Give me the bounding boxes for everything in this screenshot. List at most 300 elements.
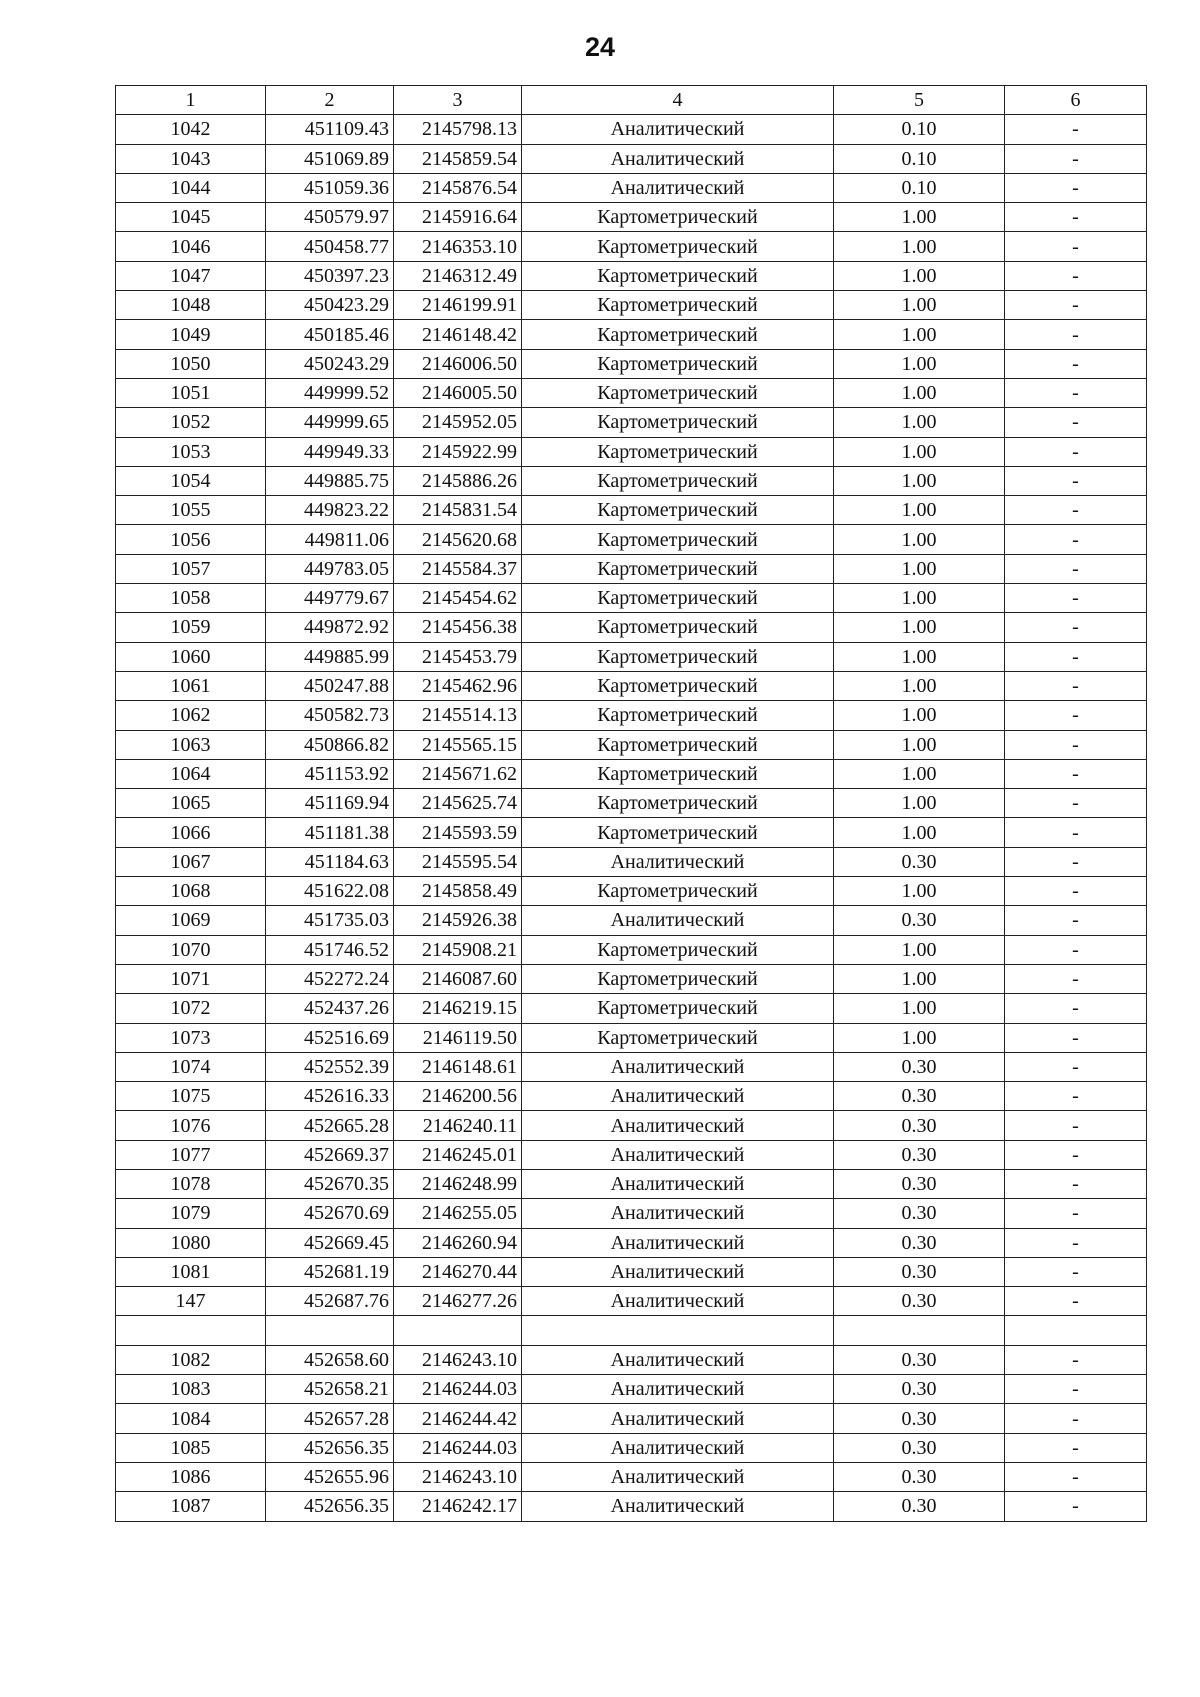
note-cell: - [1005, 642, 1147, 671]
method-cell: Аналитический [522, 1433, 834, 1462]
table-row [116, 584, 1147, 613]
note-cell: - [1005, 935, 1147, 964]
y-coordinate-cell: 2145593.59 [394, 818, 522, 847]
method-cell: Картометрический [522, 437, 834, 466]
accuracy-cell: 1.00 [834, 496, 1005, 525]
method-cell: Картометрический [522, 759, 834, 788]
x-coordinate-cell: 450582.73 [266, 701, 394, 730]
table-row [116, 144, 1147, 173]
note-cell: - [1005, 1462, 1147, 1491]
point-number-cell: 1080 [116, 1228, 266, 1257]
point-number-cell: 1079 [116, 1199, 266, 1228]
table-row [116, 554, 1147, 583]
accuracy-cell: 1.00 [834, 671, 1005, 700]
table-row [116, 818, 1147, 847]
point-number-cell: 1046 [116, 232, 266, 261]
y-coordinate-cell: 2145886.26 [394, 466, 522, 495]
y-coordinate-cell: 2145454.62 [394, 584, 522, 613]
note-cell: - [1005, 173, 1147, 202]
method-cell: Картометрический [522, 554, 834, 583]
method-cell: Картометрический [522, 877, 834, 906]
method-cell: Картометрический [522, 613, 834, 642]
point-number-cell: 1054 [116, 466, 266, 495]
y-coordinate-cell: 2146243.10 [394, 1345, 522, 1374]
method-cell: Аналитический [522, 173, 834, 202]
y-coordinate-cell: 2146148.42 [394, 320, 522, 349]
method-cell: Аналитический [522, 144, 834, 173]
table-row [116, 1199, 1147, 1228]
note-cell: - [1005, 1257, 1147, 1286]
y-coordinate-cell: 2146260.94 [394, 1228, 522, 1257]
x-coordinate-cell: 450866.82 [266, 730, 394, 759]
table-row [116, 115, 1147, 144]
note-cell: - [1005, 1228, 1147, 1257]
method-cell: Аналитический [522, 1462, 834, 1491]
y-coordinate-cell: 2146244.03 [394, 1433, 522, 1462]
y-coordinate-cell: 2146255.05 [394, 1199, 522, 1228]
point-number-cell: 1069 [116, 906, 266, 935]
y-coordinate-cell: 2145831.54 [394, 496, 522, 525]
accuracy-cell: 1.00 [834, 730, 1005, 759]
x-coordinate-cell: 451153.92 [266, 759, 394, 788]
point-number-cell: 1042 [116, 115, 266, 144]
method-cell: Аналитический [522, 1199, 834, 1228]
method-cell: Аналитический [522, 1404, 834, 1433]
method-cell: Аналитический [522, 1287, 834, 1316]
point-number-cell: 1083 [116, 1375, 266, 1404]
note-cell: - [1005, 496, 1147, 525]
accuracy-cell: 1.00 [834, 994, 1005, 1023]
accuracy-cell: 0.30 [834, 1228, 1005, 1257]
accuracy-cell: 1.00 [834, 759, 1005, 788]
point-number-cell: 1059 [116, 613, 266, 642]
y-coordinate-cell: 2146199.91 [394, 291, 522, 320]
point-number-cell: 1072 [116, 994, 266, 1023]
table-row [116, 203, 1147, 232]
table-row [116, 1492, 1147, 1521]
point-number-cell: 1049 [116, 320, 266, 349]
method-cell: Картометрический [522, 789, 834, 818]
point-number-cell: 1065 [116, 789, 266, 818]
accuracy-cell: 0.30 [834, 1404, 1005, 1433]
table-header-row [116, 86, 1147, 115]
accuracy-cell: 0.30 [834, 1169, 1005, 1198]
note-cell: - [1005, 1345, 1147, 1374]
point-number-cell: 1058 [116, 584, 266, 613]
note-cell: - [1005, 261, 1147, 290]
table-row [116, 291, 1147, 320]
method-cell: Картометрический [522, 525, 834, 554]
x-coordinate-cell: 452616.33 [266, 1082, 394, 1111]
table-row [116, 730, 1147, 759]
x-coordinate-cell: 451169.94 [266, 789, 394, 818]
note-cell: - [1005, 671, 1147, 700]
point-number-cell: 1071 [116, 964, 266, 993]
point-number-cell: 1050 [116, 349, 266, 378]
table-body [116, 86, 1147, 1522]
point-number-cell: 1061 [116, 671, 266, 700]
method-cell: Аналитический [522, 1345, 834, 1374]
note-cell: - [1005, 994, 1147, 1023]
method-cell: Аналитический [522, 1257, 834, 1286]
y-coordinate-cell: 2146243.10 [394, 1462, 522, 1491]
note-cell: - [1005, 291, 1147, 320]
x-coordinate-cell: 452669.45 [266, 1228, 394, 1257]
x-coordinate-cell: 452437.26 [266, 994, 394, 1023]
table-row [116, 232, 1147, 261]
point-number-cell: 1085 [116, 1433, 266, 1462]
table-row [116, 1052, 1147, 1081]
table-row [116, 671, 1147, 700]
header-cell-3: 3 [394, 86, 522, 115]
method-cell: Аналитический [522, 1492, 834, 1521]
x-coordinate-cell: 452658.60 [266, 1345, 394, 1374]
x-coordinate-cell: 452669.37 [266, 1140, 394, 1169]
table-row [116, 349, 1147, 378]
y-coordinate-cell: 2145453.79 [394, 642, 522, 671]
method-cell: Картометрический [522, 671, 834, 700]
point-number-cell: 1062 [116, 701, 266, 730]
y-coordinate-cell: 2145462.96 [394, 671, 522, 700]
x-coordinate-cell: 452687.76 [266, 1287, 394, 1316]
y-coordinate-cell: 2146244.42 [394, 1404, 522, 1433]
y-coordinate-cell: 2145876.54 [394, 173, 522, 202]
accuracy-cell: 0.30 [834, 1052, 1005, 1081]
note-cell: - [1005, 818, 1147, 847]
y-coordinate-cell: 2145926.38 [394, 906, 522, 935]
header-cell-4: 4 [522, 86, 834, 115]
note-cell: - [1005, 1375, 1147, 1404]
point-number-cell: 1066 [116, 818, 266, 847]
point-number-cell: 1051 [116, 378, 266, 407]
table-row [116, 877, 1147, 906]
table-row [116, 642, 1147, 671]
point-number-cell: 1047 [116, 261, 266, 290]
table-row [116, 261, 1147, 290]
x-coordinate-cell: 449811.06 [266, 525, 394, 554]
method-cell: Аналитический [522, 1052, 834, 1081]
x-coordinate-cell: 449999.65 [266, 408, 394, 437]
note-cell: - [1005, 1082, 1147, 1111]
note-cell: - [1005, 847, 1147, 876]
note-cell: - [1005, 1111, 1147, 1140]
accuracy-cell: 1.00 [834, 554, 1005, 583]
point-number-cell: 1084 [116, 1404, 266, 1433]
y-coordinate-cell: 2145625.74 [394, 789, 522, 818]
accuracy-cell: 0.30 [834, 906, 1005, 935]
x-coordinate-cell: 452655.96 [266, 1462, 394, 1491]
header-cell-1: 1 [116, 86, 266, 115]
method-cell: Картометрический [522, 291, 834, 320]
method-cell: Картометрический [522, 818, 834, 847]
y-coordinate-cell: 2146087.60 [394, 964, 522, 993]
method-cell: Картометрический [522, 349, 834, 378]
x-coordinate-cell [266, 1316, 394, 1345]
x-coordinate-cell: 449885.75 [266, 466, 394, 495]
method-cell: Аналитический [522, 906, 834, 935]
point-number-cell: 1063 [116, 730, 266, 759]
note-cell: - [1005, 1023, 1147, 1052]
note-cell: - [1005, 232, 1147, 261]
point-number-cell: 1044 [116, 173, 266, 202]
x-coordinate-cell: 450397.23 [266, 261, 394, 290]
point-number-cell: 1056 [116, 525, 266, 554]
y-coordinate-cell: 2145584.37 [394, 554, 522, 583]
y-coordinate-cell: 2146245.01 [394, 1140, 522, 1169]
accuracy-cell: 1.00 [834, 584, 1005, 613]
header-cell-5: 5 [834, 86, 1005, 115]
accuracy-cell: 0.30 [834, 1082, 1005, 1111]
accuracy-cell: 1.00 [834, 349, 1005, 378]
x-coordinate-cell: 451069.89 [266, 144, 394, 173]
table-row [116, 1316, 1147, 1345]
y-coordinate-cell: 2145595.54 [394, 847, 522, 876]
table-row [116, 1462, 1147, 1491]
x-coordinate-cell: 452657.28 [266, 1404, 394, 1433]
note-cell: - [1005, 1404, 1147, 1433]
note-cell: - [1005, 613, 1147, 642]
x-coordinate-cell: 449885.99 [266, 642, 394, 671]
x-coordinate-cell: 452658.21 [266, 1375, 394, 1404]
y-coordinate-cell: 2145565.15 [394, 730, 522, 759]
method-cell: Картометрический [522, 1023, 834, 1052]
note-cell: - [1005, 906, 1147, 935]
accuracy-cell: 1.00 [834, 408, 1005, 437]
x-coordinate-cell: 449949.33 [266, 437, 394, 466]
accuracy-cell: 0.10 [834, 173, 1005, 202]
accuracy-cell: 1.00 [834, 203, 1005, 232]
point-number-cell: 1057 [116, 554, 266, 583]
point-number-cell: 1045 [116, 203, 266, 232]
table-row [116, 378, 1147, 407]
accuracy-cell: 1.00 [834, 877, 1005, 906]
header-cell-6: 6 [1005, 86, 1147, 115]
table-row [116, 994, 1147, 1023]
table-row [116, 1228, 1147, 1257]
method-cell: Картометрический [522, 408, 834, 437]
point-number-cell: 1076 [116, 1111, 266, 1140]
note-cell: - [1005, 378, 1147, 407]
method-cell: Картометрический [522, 730, 834, 759]
table-row [116, 759, 1147, 788]
y-coordinate-cell: 2145671.62 [394, 759, 522, 788]
note-cell: - [1005, 1287, 1147, 1316]
x-coordinate-cell: 452670.69 [266, 1199, 394, 1228]
point-number-cell: 1067 [116, 847, 266, 876]
x-coordinate-cell: 452670.35 [266, 1169, 394, 1198]
y-coordinate-cell [394, 1316, 522, 1345]
x-coordinate-cell: 452681.19 [266, 1257, 394, 1286]
y-coordinate-cell: 2145858.49 [394, 877, 522, 906]
accuracy-cell: 1.00 [834, 378, 1005, 407]
point-number-cell: 1086 [116, 1462, 266, 1491]
table-row [116, 437, 1147, 466]
accuracy-cell: 1.00 [834, 789, 1005, 818]
coordinates-table [115, 85, 1147, 1522]
x-coordinate-cell: 452552.39 [266, 1052, 394, 1081]
table-row [116, 173, 1147, 202]
table-row [116, 1023, 1147, 1052]
y-coordinate-cell: 2146353.10 [394, 232, 522, 261]
accuracy-cell: 0.30 [834, 1257, 1005, 1286]
table-row [116, 789, 1147, 818]
table-row [116, 320, 1147, 349]
y-coordinate-cell: 2146119.50 [394, 1023, 522, 1052]
table-row [116, 847, 1147, 876]
method-cell: Картометрический [522, 964, 834, 993]
table-row [116, 1257, 1147, 1286]
x-coordinate-cell: 451184.63 [266, 847, 394, 876]
table-row [116, 964, 1147, 993]
point-number-cell: 147 [116, 1287, 266, 1316]
x-coordinate-cell: 451746.52 [266, 935, 394, 964]
method-cell: Картометрический [522, 320, 834, 349]
method-cell: Аналитический [522, 1140, 834, 1169]
x-coordinate-cell: 452665.28 [266, 1111, 394, 1140]
accuracy-cell: 1.00 [834, 642, 1005, 671]
x-coordinate-cell: 450458.77 [266, 232, 394, 261]
accuracy-cell: 1.00 [834, 1023, 1005, 1052]
accuracy-cell: 1.00 [834, 437, 1005, 466]
method-cell: Картометрический [522, 701, 834, 730]
method-cell [522, 1316, 834, 1345]
note-cell: - [1005, 203, 1147, 232]
note-cell: - [1005, 437, 1147, 466]
y-coordinate-cell: 2146270.44 [394, 1257, 522, 1286]
y-coordinate-cell: 2145456.38 [394, 613, 522, 642]
x-coordinate-cell: 452272.24 [266, 964, 394, 993]
method-cell: Аналитический [522, 1082, 834, 1111]
y-coordinate-cell: 2146240.11 [394, 1111, 522, 1140]
note-cell: - [1005, 466, 1147, 495]
y-coordinate-cell: 2145514.13 [394, 701, 522, 730]
accuracy-cell: 1.00 [834, 466, 1005, 495]
method-cell: Картометрический [522, 203, 834, 232]
table-row [116, 1287, 1147, 1316]
point-number-cell: 1060 [116, 642, 266, 671]
note-cell: - [1005, 554, 1147, 583]
note-cell: - [1005, 964, 1147, 993]
method-cell: Аналитический [522, 1111, 834, 1140]
point-number-cell: 1073 [116, 1023, 266, 1052]
table-row [116, 906, 1147, 935]
accuracy-cell: 0.30 [834, 1433, 1005, 1462]
note-cell: - [1005, 1140, 1147, 1169]
point-number-cell: 1078 [116, 1169, 266, 1198]
accuracy-cell: 1.00 [834, 701, 1005, 730]
x-coordinate-cell: 450579.97 [266, 203, 394, 232]
y-coordinate-cell: 2146148.61 [394, 1052, 522, 1081]
y-coordinate-cell: 2145922.99 [394, 437, 522, 466]
note-cell: - [1005, 115, 1147, 144]
method-cell: Картометрический [522, 261, 834, 290]
table-row [116, 1375, 1147, 1404]
x-coordinate-cell: 451181.38 [266, 818, 394, 847]
method-cell: Картометрический [522, 994, 834, 1023]
x-coordinate-cell: 449779.67 [266, 584, 394, 613]
y-coordinate-cell: 2146200.56 [394, 1082, 522, 1111]
note-cell: - [1005, 1169, 1147, 1198]
y-coordinate-cell: 2145952.05 [394, 408, 522, 437]
accuracy-cell: 0.30 [834, 1287, 1005, 1316]
point-number-cell: 1087 [116, 1492, 266, 1521]
table-row [116, 408, 1147, 437]
x-coordinate-cell: 451735.03 [266, 906, 394, 935]
note-cell: - [1005, 349, 1147, 378]
table-row [116, 1082, 1147, 1111]
table-row [116, 1345, 1147, 1374]
note-cell: - [1005, 144, 1147, 173]
point-number-cell: 1052 [116, 408, 266, 437]
point-number-cell: 1070 [116, 935, 266, 964]
y-coordinate-cell: 2146219.15 [394, 994, 522, 1023]
note-cell [1005, 1316, 1147, 1345]
y-coordinate-cell: 2146312.49 [394, 261, 522, 290]
note-cell: - [1005, 1052, 1147, 1081]
x-coordinate-cell: 450247.88 [266, 671, 394, 700]
method-cell: Картометрический [522, 496, 834, 525]
x-coordinate-cell: 451109.43 [266, 115, 394, 144]
y-coordinate-cell: 2146005.50 [394, 378, 522, 407]
y-coordinate-cell: 2145620.68 [394, 525, 522, 554]
x-coordinate-cell: 452656.35 [266, 1492, 394, 1521]
x-coordinate-cell: 449999.52 [266, 378, 394, 407]
accuracy-cell: 0.30 [834, 847, 1005, 876]
point-number-cell: 1082 [116, 1345, 266, 1374]
x-coordinate-cell: 452656.35 [266, 1433, 394, 1462]
point-number-cell: 1053 [116, 437, 266, 466]
page-number: 24 [584, 32, 616, 62]
y-coordinate-cell: 2145798.13 [394, 115, 522, 144]
table-row [116, 701, 1147, 730]
method-cell: Картометрический [522, 935, 834, 964]
note-cell: - [1005, 525, 1147, 554]
table-row [116, 613, 1147, 642]
table-row [116, 496, 1147, 525]
y-coordinate-cell: 2145908.21 [394, 935, 522, 964]
accuracy-cell: 1.00 [834, 613, 1005, 642]
x-coordinate-cell: 449872.92 [266, 613, 394, 642]
table-row [116, 525, 1147, 554]
header-cell-2: 2 [266, 86, 394, 115]
method-cell: Картометрический [522, 378, 834, 407]
point-number-cell: 1064 [116, 759, 266, 788]
point-number-cell: 1055 [116, 496, 266, 525]
point-number-cell: 1074 [116, 1052, 266, 1081]
accuracy-cell: 0.30 [834, 1375, 1005, 1404]
x-coordinate-cell: 451059.36 [266, 173, 394, 202]
y-coordinate-cell: 2146244.03 [394, 1375, 522, 1404]
note-cell: - [1005, 1492, 1147, 1521]
note-cell: - [1005, 320, 1147, 349]
accuracy-cell: 1.00 [834, 320, 1005, 349]
table-row [116, 1404, 1147, 1433]
method-cell: Аналитический [522, 115, 834, 144]
accuracy-cell: 0.30 [834, 1492, 1005, 1521]
note-cell: - [1005, 1433, 1147, 1462]
y-coordinate-cell: 2146277.26 [394, 1287, 522, 1316]
accuracy-cell: 1.00 [834, 964, 1005, 993]
point-number-cell: 1068 [116, 877, 266, 906]
point-number-cell: 1075 [116, 1082, 266, 1111]
method-cell: Картометрический [522, 466, 834, 495]
note-cell: - [1005, 1199, 1147, 1228]
table-row [116, 466, 1147, 495]
note-cell: - [1005, 730, 1147, 759]
y-coordinate-cell: 2146242.17 [394, 1492, 522, 1521]
method-cell: Картометрический [522, 642, 834, 671]
point-number-cell [116, 1316, 266, 1345]
